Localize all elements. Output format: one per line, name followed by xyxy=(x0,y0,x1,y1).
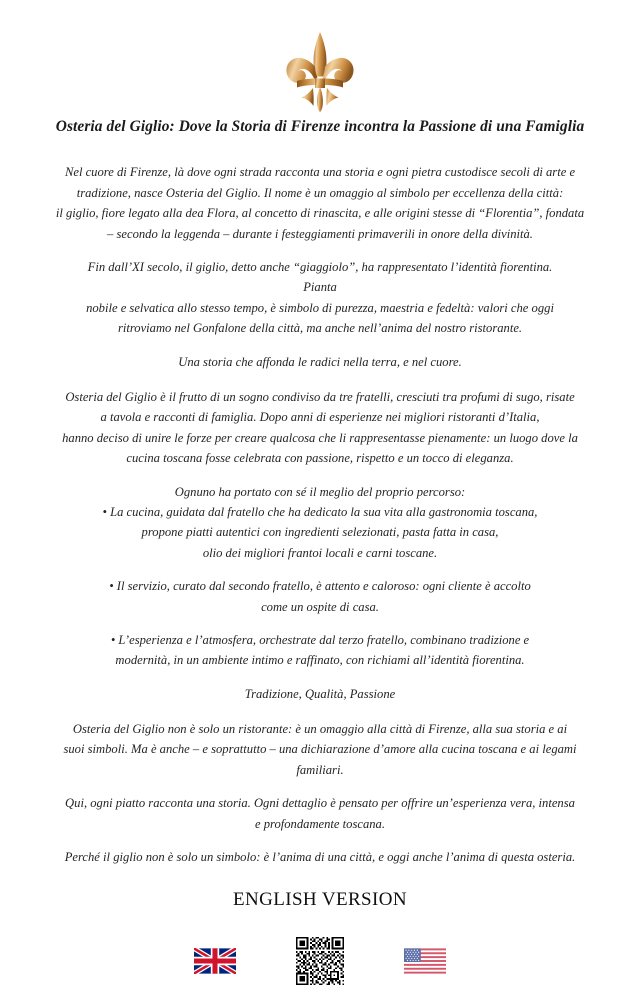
logo-container xyxy=(34,30,606,112)
paragraph-esperienza xyxy=(60,630,580,671)
text-line: Fin dall’XI secolo, il giglio, detto anche “giaggiolo”, ha rappresentato l’identità fiorentina. Pianta xyxy=(87,260,553,295)
list-item: • Il servizio, curato dal secondo fratello, è attento e caloroso: ogni cliente è accolto xyxy=(109,579,531,594)
paragraph-intro xyxy=(46,162,594,244)
text-line: Ognuno ha portato con sé il meglio del proprio percorso: xyxy=(174,484,466,499)
text-line: Tradizione, Qualità, Passione xyxy=(244,686,396,701)
paragraph-servizio xyxy=(74,576,566,617)
text-line: Osteria del Giglio non è solo un ristorante: è un omaggio alla città di Firenze, alla sua storia e ai xyxy=(72,722,568,737)
fleur-de-lis-icon xyxy=(282,30,358,112)
us-flag-slot[interactable] xyxy=(404,948,446,974)
footer-icon-row xyxy=(34,935,606,987)
text-line: hanno deciso di unire le forze per creare qualcosa che li rappresentasse pienamente: un luogo dove la xyxy=(62,430,578,445)
uk-flag-icon[interactable] xyxy=(194,948,236,974)
text-line: il giglio, fiore legato alla dea Flora, al concetto di rinascita, e alle origini stesse di “Florentia”, fondata xyxy=(55,206,585,221)
qr-code-slot[interactable] xyxy=(294,935,346,987)
text-line: Qui, ogni piatto racconta una storia. Ogni dettaglio è pensato per offrire un’esperienza vera, intensa xyxy=(65,796,575,811)
body-copy xyxy=(46,162,594,882)
english-version-heading: ENGLISH VERSION xyxy=(232,889,407,911)
text-line: come un ospite di casa. xyxy=(261,599,379,614)
paragraph-percorso-cucina xyxy=(60,482,580,564)
text-line: familiari. xyxy=(296,762,344,777)
uk-flag-slot[interactable] xyxy=(194,948,236,974)
qr-code-icon[interactable] xyxy=(294,935,346,987)
text-line: e profondamente toscana. xyxy=(255,816,385,831)
text-line: propone piatti autentici con ingredienti selezionati, pasta fatta in casa, xyxy=(141,525,499,540)
us-flag-icon[interactable] xyxy=(404,948,446,974)
text-line: a tavola e racconti di famiglia. Dopo anni di esperienze nei migliori ristoranti d’Italia, xyxy=(100,410,540,425)
list-item: • L’esperienza e l’atmosfera, orchestrate dal terzo fratello, combinano tradizione e xyxy=(110,632,530,647)
text-line: nobile e selvatica allo stesso tempo, è simbolo di purezza, maestria e fedeltà: valori che oggi xyxy=(86,300,554,315)
paragraph-tre-fratelli xyxy=(46,387,594,469)
text-line: olio dei migliori frantoi locali e carni toscane. xyxy=(202,545,438,560)
text-line: Una storia che affonda le radici nella terra, e nel cuore. xyxy=(178,354,462,369)
text-line: ritroviamo nel Gonfalone della città, ma anche nell’anima del nostro ristorante. xyxy=(117,321,523,336)
paragraph-piatto-storia xyxy=(46,793,594,834)
page-title: Osteria del Giglio: Dove la Storia di Firenze incontra la Passione di una Famiglia xyxy=(55,118,585,135)
paragraph-chiusura xyxy=(46,847,594,867)
list-item: • La cucina, guidata dal fratello che ha dedicato la sua vita alla gastronomia toscana, xyxy=(102,504,538,519)
text-line: Perché il giglio non è solo un simbolo: è l’anima di una città, e oggi anche l’anima di questa osteria. xyxy=(64,850,576,865)
paragraph-omaggio xyxy=(46,719,594,780)
paragraph-radici xyxy=(46,352,594,372)
text-line: suoi simboli. Ma è anche – e soprattutto – una dichiarazione d’amore alla cucina toscana e ai legami xyxy=(63,742,577,757)
text-line: modernità, in un ambiente intimo e raffinato, con richiami all’identità fiorentina. xyxy=(115,653,525,668)
paragraph-storia-giglio xyxy=(74,257,566,339)
paragraph-motto xyxy=(46,684,594,704)
text-line: Nel cuore di Firenze, là dove ogni strada racconta una storia e ogni pietra custodisce secoli di arte e xyxy=(64,165,576,180)
text-line: – secondo la leggenda – durante i festeggiamenti primaverili in onore della divinità. xyxy=(107,226,533,241)
text-line: Osteria del Giglio è il frutto di un sogno condiviso da tre fratelli, cresciuti tra profumi di sugo, risate xyxy=(65,390,575,404)
text-line: cucina toscana fosse celebrata con passione, rispetto e un tocco di eleganza. xyxy=(126,451,514,466)
text-line: tradizione, nasce Osteria del Giglio. Il nome è un omaggio al simbolo per eccellenza della città: xyxy=(76,185,564,200)
